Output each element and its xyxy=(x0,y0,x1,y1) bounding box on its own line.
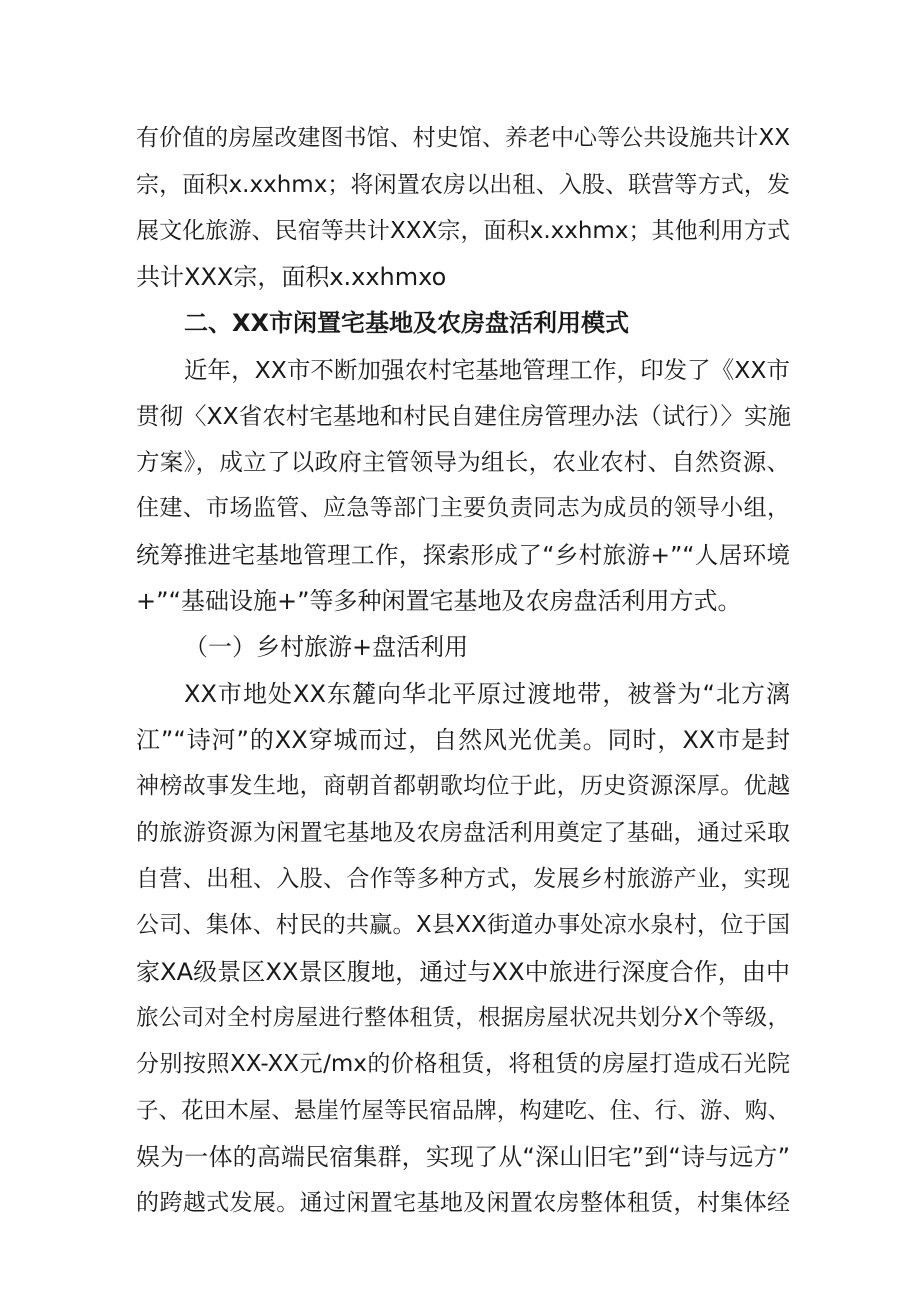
text-line: 住建、市场监管、应急等部门主要负责同志为成员的领导小组， xyxy=(136,495,790,521)
text-line: XX市地处XX东麓向华北平原过渡地带，被誉为“北方漓 xyxy=(184,680,790,708)
text-line: 展文化旅游、民宿等共计XXX宗，面积x.xxhmx；其他利用方式 xyxy=(136,218,790,244)
text-line: 分别按照XX-XX元∕mx的价格租赁，将租赁的房屋打造成石光院 xyxy=(136,1051,790,1077)
text-line: 近年，XX市不断加强农村宅基地管理工作，印发了《XX市 xyxy=(184,356,790,384)
text-line: 娱为一体的高端民宿集群，实现了从“深山旧宅”到“诗与远方” xyxy=(136,1143,790,1171)
text-line: 公司、集体、村民的共赢。X县XX街道办事处凉水泉村，位于国 xyxy=(136,912,790,938)
text-line: 宗，面积x.xxhmx；将闲置农房以出租、入股、联营等方式，发 xyxy=(136,172,790,198)
section-heading: 二、XX市闲置宅基地及农房盘活利用模式 xyxy=(184,309,630,337)
text-line: 贯彻〈XX省农村宅基地和村民自建住房管理办法（试行）〉实施 xyxy=(136,402,791,430)
text-line: 旅公司对全村房屋进行整体租赁，根据房屋状况共划分X个等级， xyxy=(136,1005,790,1031)
text-line: 的跨越式发展。通过闲置宅基地及闲置农房整体租赁，村集体经 xyxy=(136,1190,790,1216)
text-line: 共计XXX宗，面积x.xxhmxo xyxy=(136,263,447,291)
text-line: 方案》，成立了以政府主管领导为组长，农业农村、自然资源、 xyxy=(136,448,790,476)
text-line: 家XA级景区XX景区腹地，通过与XX中旅进行深度合作，由中 xyxy=(136,958,790,986)
subsection-heading: （一）乡村旅游+盘活利用 xyxy=(184,633,469,661)
text-line: 的旅游资源为闲置宅基地及农房盘活利用奠定了基础，通过采取 xyxy=(136,820,790,846)
text-line: +”“基础设施+”等多种闲置宅基地及农房盘活利用方式。 xyxy=(136,587,742,615)
text-line: 统筹推进宅基地管理工作，探索形成了“乡村旅游+”“人居环境 xyxy=(136,541,790,569)
text-line: 神榜故事发生地，商朝首都朝歌均位于此，历史资源深厚。优越 xyxy=(136,773,790,799)
text-line: 有价值的房屋改建图书馆、村史馆、养老中心等公共设施共计XX xyxy=(136,125,790,151)
text-line: 江”“诗河”的XX穿城而过，自然风光优美。同时，XX市是封 xyxy=(136,726,790,754)
text-line: 子、花田木屋、悬崖竹屋等民宿品牌，构建吃、住、行、游、购、 xyxy=(136,1098,790,1124)
text-line: 自营、出租、入股、合作等多种方式，发展乡村旅游产业，实现 xyxy=(136,866,790,892)
